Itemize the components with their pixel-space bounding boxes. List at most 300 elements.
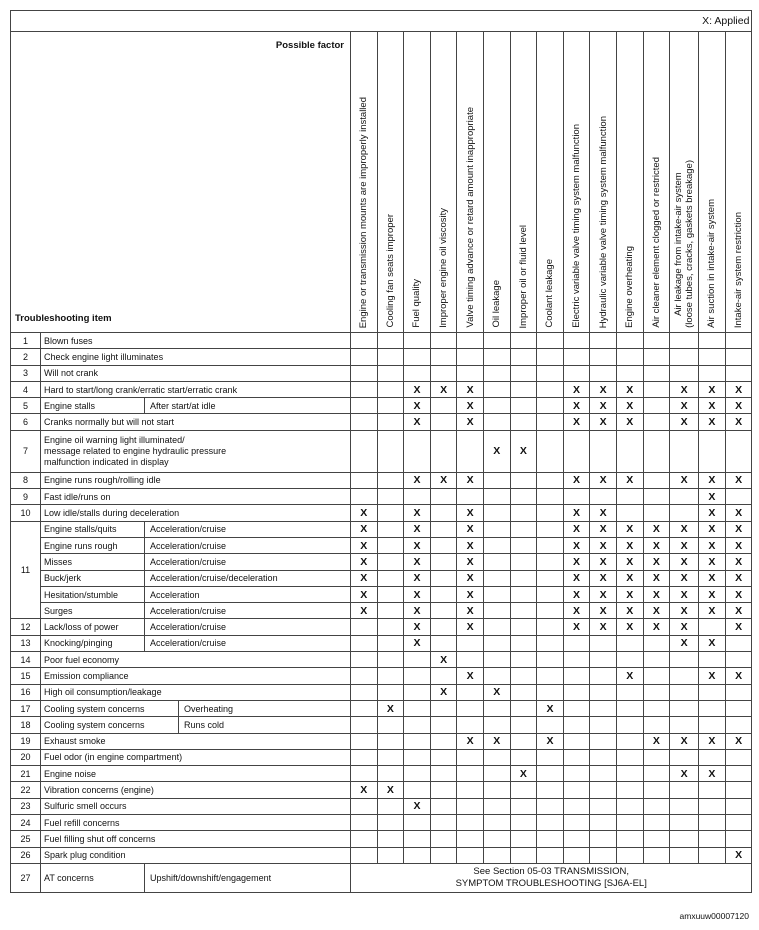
empty-cell: [643, 652, 670, 668]
empty-cell: [377, 570, 404, 586]
row-item: AT concerns: [41, 863, 145, 892]
empty-cell: [725, 489, 752, 505]
applied-mark: X: [590, 398, 617, 414]
empty-cell: [430, 700, 457, 716]
empty-cell: [699, 700, 726, 716]
empty-cell: [590, 365, 617, 381]
applied-mark: X: [404, 521, 431, 537]
empty-cell: [563, 798, 590, 814]
row-item: Engine stalls: [41, 398, 145, 414]
empty-cell: [483, 570, 510, 586]
applied-mark: X: [404, 619, 431, 635]
empty-cell: [725, 815, 752, 831]
empty-cell: [510, 537, 537, 553]
empty-cell: [643, 815, 670, 831]
empty-cell: [377, 733, 404, 749]
table-row: [11, 521, 752, 537]
table-row: [11, 537, 752, 553]
empty-cell: [616, 733, 643, 749]
empty-cell: [643, 635, 670, 651]
empty-cell: [590, 733, 617, 749]
factor-label: Cooling fan seats improper: [384, 214, 396, 328]
empty-cell: [483, 635, 510, 651]
empty-cell: [483, 815, 510, 831]
applied-mark: X: [351, 603, 378, 619]
empty-cell: [725, 700, 752, 716]
empty-cell: [404, 430, 431, 472]
empty-cell: [590, 847, 617, 863]
empty-cell: [483, 700, 510, 716]
empty-cell: [377, 635, 404, 651]
applied-mark: X: [670, 570, 699, 586]
empty-cell: [590, 635, 617, 651]
empty-cell: [510, 603, 537, 619]
empty-cell: [351, 349, 378, 365]
row-number: 4: [11, 381, 41, 397]
empty-cell: [457, 798, 484, 814]
empty-cell: [537, 398, 564, 414]
empty-cell: [590, 349, 617, 365]
factor-header: [643, 32, 670, 333]
empty-cell: [537, 652, 564, 668]
table-row: [11, 684, 752, 700]
applied-mark: X: [351, 537, 378, 553]
applied-mark: X: [590, 472, 617, 488]
applied-mark: X: [590, 619, 617, 635]
applied-mark: X: [457, 586, 484, 602]
table-row: [11, 717, 752, 733]
empty-cell: [483, 603, 510, 619]
empty-cell: [404, 365, 431, 381]
applied-mark: X: [563, 570, 590, 586]
table-row: [11, 333, 752, 349]
applied-mark: X: [725, 521, 752, 537]
empty-cell: [457, 749, 484, 765]
applied-mark: X: [670, 766, 699, 782]
table-row: [11, 472, 752, 488]
empty-cell: [404, 349, 431, 365]
empty-cell: [616, 815, 643, 831]
empty-cell: [699, 684, 726, 700]
row-item: Hesitation/stumble: [41, 586, 145, 602]
row-condition: Acceleration/cruise: [145, 537, 351, 553]
empty-cell: [643, 333, 670, 349]
row-item: Emission compliance: [41, 668, 351, 684]
empty-cell: [725, 652, 752, 668]
applied-mark: X: [457, 381, 484, 397]
applied-mark: X: [725, 570, 752, 586]
empty-cell: [537, 782, 564, 798]
factor-header: [590, 32, 617, 333]
empty-cell: [699, 365, 726, 381]
row-item: Sulfuric smell occurs: [41, 798, 351, 814]
factor-header: [377, 32, 404, 333]
empty-cell: [483, 333, 510, 349]
applied-mark: X: [616, 381, 643, 397]
applied-mark: X: [404, 554, 431, 570]
empty-cell: [563, 635, 590, 651]
applied-mark: X: [404, 570, 431, 586]
applied-mark: X: [670, 603, 699, 619]
applied-mark: X: [643, 521, 670, 537]
empty-cell: [377, 505, 404, 521]
empty-cell: [483, 365, 510, 381]
factor-label: Oil leakage: [491, 280, 503, 328]
empty-cell: [430, 635, 457, 651]
row-item: Engine stalls/quits: [41, 521, 145, 537]
empty-cell: [537, 381, 564, 397]
empty-cell: [510, 798, 537, 814]
empty-cell: [430, 521, 457, 537]
empty-cell: [404, 717, 431, 733]
empty-cell: [351, 333, 378, 349]
empty-cell: [537, 798, 564, 814]
empty-cell: [643, 472, 670, 488]
empty-cell: [430, 537, 457, 553]
empty-cell: [510, 733, 537, 749]
applied-mark: X: [670, 635, 699, 651]
troubleshooting-item-label: Troubleshooting item: [15, 313, 112, 324]
applied-mark: X: [563, 554, 590, 570]
empty-cell: [537, 414, 564, 430]
applied-mark: X: [483, 430, 510, 472]
empty-cell: [725, 766, 752, 782]
applied-mark: X: [351, 521, 378, 537]
empty-cell: [510, 619, 537, 635]
empty-cell: [377, 521, 404, 537]
empty-cell: [725, 831, 752, 847]
empty-cell: [537, 489, 564, 505]
factor-label: Air cleaner element clogged or restricted: [650, 157, 662, 328]
empty-cell: [351, 815, 378, 831]
applied-mark: X: [616, 398, 643, 414]
empty-cell: [404, 815, 431, 831]
empty-cell: [510, 717, 537, 733]
factor-header: [404, 32, 431, 333]
empty-cell: [457, 349, 484, 365]
empty-cell: [670, 782, 699, 798]
empty-cell: [670, 489, 699, 505]
empty-cell: [377, 333, 404, 349]
empty-cell: [377, 603, 404, 619]
empty-cell: [483, 619, 510, 635]
applied-mark: X: [351, 570, 378, 586]
empty-cell: [670, 798, 699, 814]
empty-cell: [590, 831, 617, 847]
empty-cell: [725, 635, 752, 651]
empty-cell: [725, 782, 752, 798]
empty-cell: [351, 766, 378, 782]
empty-cell: [483, 349, 510, 365]
empty-cell: [590, 668, 617, 684]
empty-cell: [510, 472, 537, 488]
applied-mark: X: [699, 766, 726, 782]
empty-cell: [377, 349, 404, 365]
row-number: 2: [11, 349, 41, 365]
empty-cell: [510, 700, 537, 716]
empty-cell: [616, 652, 643, 668]
empty-cell: [616, 749, 643, 765]
empty-cell: [351, 489, 378, 505]
empty-cell: [725, 430, 752, 472]
row-item: High oil consumption/leakage: [41, 684, 351, 700]
empty-cell: [725, 349, 752, 365]
factor-header: [351, 32, 378, 333]
applied-mark: X: [699, 521, 726, 537]
applied-mark: X: [590, 554, 617, 570]
empty-cell: [510, 635, 537, 651]
applied-mark: X: [725, 537, 752, 553]
applied-mark: X: [510, 766, 537, 782]
empty-cell: [483, 749, 510, 765]
row-item: Exhaust smoke: [41, 733, 351, 749]
row-number: 5: [11, 398, 41, 414]
applied-mark: X: [563, 537, 590, 553]
empty-cell: [537, 635, 564, 651]
empty-cell: [643, 414, 670, 430]
empty-cell: [670, 831, 699, 847]
factor-label: Hydraulic variable valve timing system malfunction: [597, 115, 609, 328]
table-row: [11, 619, 752, 635]
empty-cell: [670, 749, 699, 765]
factor-header: [483, 32, 510, 333]
row-item: Cooling system concerns: [41, 700, 179, 716]
empty-cell: [351, 717, 378, 733]
applied-mark: X: [404, 798, 431, 814]
applied-mark: X: [404, 537, 431, 553]
empty-cell: [483, 847, 510, 863]
row-number: 16: [11, 684, 41, 700]
applied-mark: X: [563, 586, 590, 602]
empty-cell: [377, 586, 404, 602]
row-condition: Upshift/downshift/engagement: [145, 863, 351, 892]
empty-cell: [643, 749, 670, 765]
applied-mark: X: [725, 586, 752, 602]
empty-cell: [430, 333, 457, 349]
row-number: 6: [11, 414, 41, 430]
applied-mark: X: [377, 782, 404, 798]
empty-cell: [643, 717, 670, 733]
empty-cell: [563, 700, 590, 716]
factor-header: [699, 32, 726, 333]
empty-cell: [351, 381, 378, 397]
row-condition: Acceleration: [145, 586, 351, 602]
empty-cell: [351, 398, 378, 414]
applied-mark: X: [590, 537, 617, 553]
factor-header: [670, 32, 699, 333]
empty-cell: [699, 815, 726, 831]
empty-cell: [590, 782, 617, 798]
applied-mark: X: [404, 635, 431, 651]
applied-mark: X: [699, 505, 726, 521]
empty-cell: [699, 430, 726, 472]
empty-cell: [351, 749, 378, 765]
empty-cell: [616, 489, 643, 505]
table-row: [11, 831, 752, 847]
empty-cell: [404, 766, 431, 782]
empty-cell: [563, 333, 590, 349]
applied-mark: X: [537, 700, 564, 716]
table-row: [11, 554, 752, 570]
empty-cell: [510, 554, 537, 570]
empty-cell: [643, 700, 670, 716]
row-number: 15: [11, 668, 41, 684]
empty-cell: [430, 430, 457, 472]
applied-mark: X: [670, 733, 699, 749]
applied-mark: X: [699, 570, 726, 586]
empty-cell: [537, 847, 564, 863]
empty-cell: [351, 430, 378, 472]
empty-cell: [404, 652, 431, 668]
table-row: [11, 381, 752, 397]
empty-cell: [430, 603, 457, 619]
empty-cell: [430, 749, 457, 765]
empty-cell: [699, 782, 726, 798]
empty-cell: [457, 489, 484, 505]
row-number: 24: [11, 815, 41, 831]
empty-cell: [351, 684, 378, 700]
row-item: Lack/loss of power: [41, 619, 145, 635]
table-row: [11, 570, 752, 586]
row-item: Misses: [41, 554, 145, 570]
row-number: 17: [11, 700, 41, 716]
applied-mark: X: [430, 472, 457, 488]
empty-cell: [404, 668, 431, 684]
table-row: [11, 635, 752, 651]
applied-mark: X: [430, 684, 457, 700]
applied-mark: X: [563, 521, 590, 537]
empty-cell: [483, 472, 510, 488]
empty-cell: [670, 505, 699, 521]
empty-cell: [510, 652, 537, 668]
factor-label: Air suction in intake-air system: [706, 199, 718, 328]
empty-cell: [483, 398, 510, 414]
empty-cell: [725, 365, 752, 381]
row-number: 23: [11, 798, 41, 814]
empty-cell: [590, 489, 617, 505]
empty-cell: [510, 831, 537, 847]
empty-cell: [430, 365, 457, 381]
applied-mark: X: [457, 733, 484, 749]
empty-cell: [483, 537, 510, 553]
factor-label: Fuel quality: [411, 279, 423, 328]
empty-cell: [377, 430, 404, 472]
empty-cell: [563, 782, 590, 798]
row-number: 25: [11, 831, 41, 847]
empty-cell: [616, 684, 643, 700]
empty-cell: [537, 684, 564, 700]
empty-cell: [616, 782, 643, 798]
empty-cell: [563, 733, 590, 749]
empty-cell: [537, 521, 564, 537]
empty-cell: [643, 381, 670, 397]
empty-cell: [510, 381, 537, 397]
applied-mark: X: [351, 505, 378, 521]
empty-cell: [351, 733, 378, 749]
empty-cell: [483, 717, 510, 733]
applied-mark: X: [563, 381, 590, 397]
empty-cell: [377, 489, 404, 505]
applied-mark: X: [616, 619, 643, 635]
empty-cell: [430, 782, 457, 798]
factor-label: Improper engine oil viscosity: [438, 208, 450, 328]
factor-header: [725, 32, 752, 333]
row-item: Check engine light illuminates: [41, 349, 351, 365]
applied-mark: X: [699, 635, 726, 651]
applied-mark: X: [725, 554, 752, 570]
empty-cell: [563, 652, 590, 668]
applied-mark: X: [643, 619, 670, 635]
empty-cell: [590, 700, 617, 716]
applied-mark: X: [537, 733, 564, 749]
applied-mark: X: [590, 586, 617, 602]
empty-cell: [483, 586, 510, 602]
empty-cell: [404, 333, 431, 349]
empty-cell: [643, 398, 670, 414]
applied-mark: X: [725, 414, 752, 430]
applied-mark: X: [725, 733, 752, 749]
empty-cell: [430, 505, 457, 521]
empty-cell: [510, 414, 537, 430]
row-number: 11: [11, 521, 41, 619]
empty-cell: [590, 766, 617, 782]
empty-cell: [483, 798, 510, 814]
table-row: [11, 782, 752, 798]
empty-cell: [430, 414, 457, 430]
empty-cell: [483, 505, 510, 521]
empty-cell: [483, 521, 510, 537]
empty-cell: [643, 668, 670, 684]
empty-cell: [563, 684, 590, 700]
empty-cell: [670, 700, 699, 716]
applied-mark: X: [670, 586, 699, 602]
factor-label: Electric variable valve timing system malfunction: [571, 124, 583, 328]
empty-cell: [377, 365, 404, 381]
empty-cell: [377, 815, 404, 831]
row-number: 13: [11, 635, 41, 651]
empty-cell: [670, 430, 699, 472]
row-condition: Runs cold: [179, 717, 351, 733]
applied-mark: X: [643, 554, 670, 570]
empty-cell: [590, 430, 617, 472]
table-row: [11, 489, 752, 505]
empty-cell: [670, 365, 699, 381]
empty-cell: [725, 333, 752, 349]
row-item: Low idle/stalls during deceleration: [41, 505, 351, 521]
row-number: 7: [11, 430, 41, 472]
empty-cell: [430, 798, 457, 814]
empty-cell: [510, 489, 537, 505]
table-row: [11, 414, 752, 430]
empty-cell: [483, 554, 510, 570]
empty-cell: [699, 333, 726, 349]
empty-cell: [643, 847, 670, 863]
empty-cell: [351, 700, 378, 716]
empty-cell: [537, 831, 564, 847]
applied-mark: X: [590, 603, 617, 619]
empty-cell: [563, 430, 590, 472]
applied-mark: X: [616, 603, 643, 619]
empty-cell: [510, 684, 537, 700]
applied-mark: X: [670, 521, 699, 537]
applied-mark: X: [699, 603, 726, 619]
empty-cell: [699, 619, 726, 635]
empty-cell: [483, 668, 510, 684]
applied-mark: X: [616, 472, 643, 488]
applied-mark: X: [670, 398, 699, 414]
empty-cell: [377, 537, 404, 553]
empty-cell: [510, 815, 537, 831]
